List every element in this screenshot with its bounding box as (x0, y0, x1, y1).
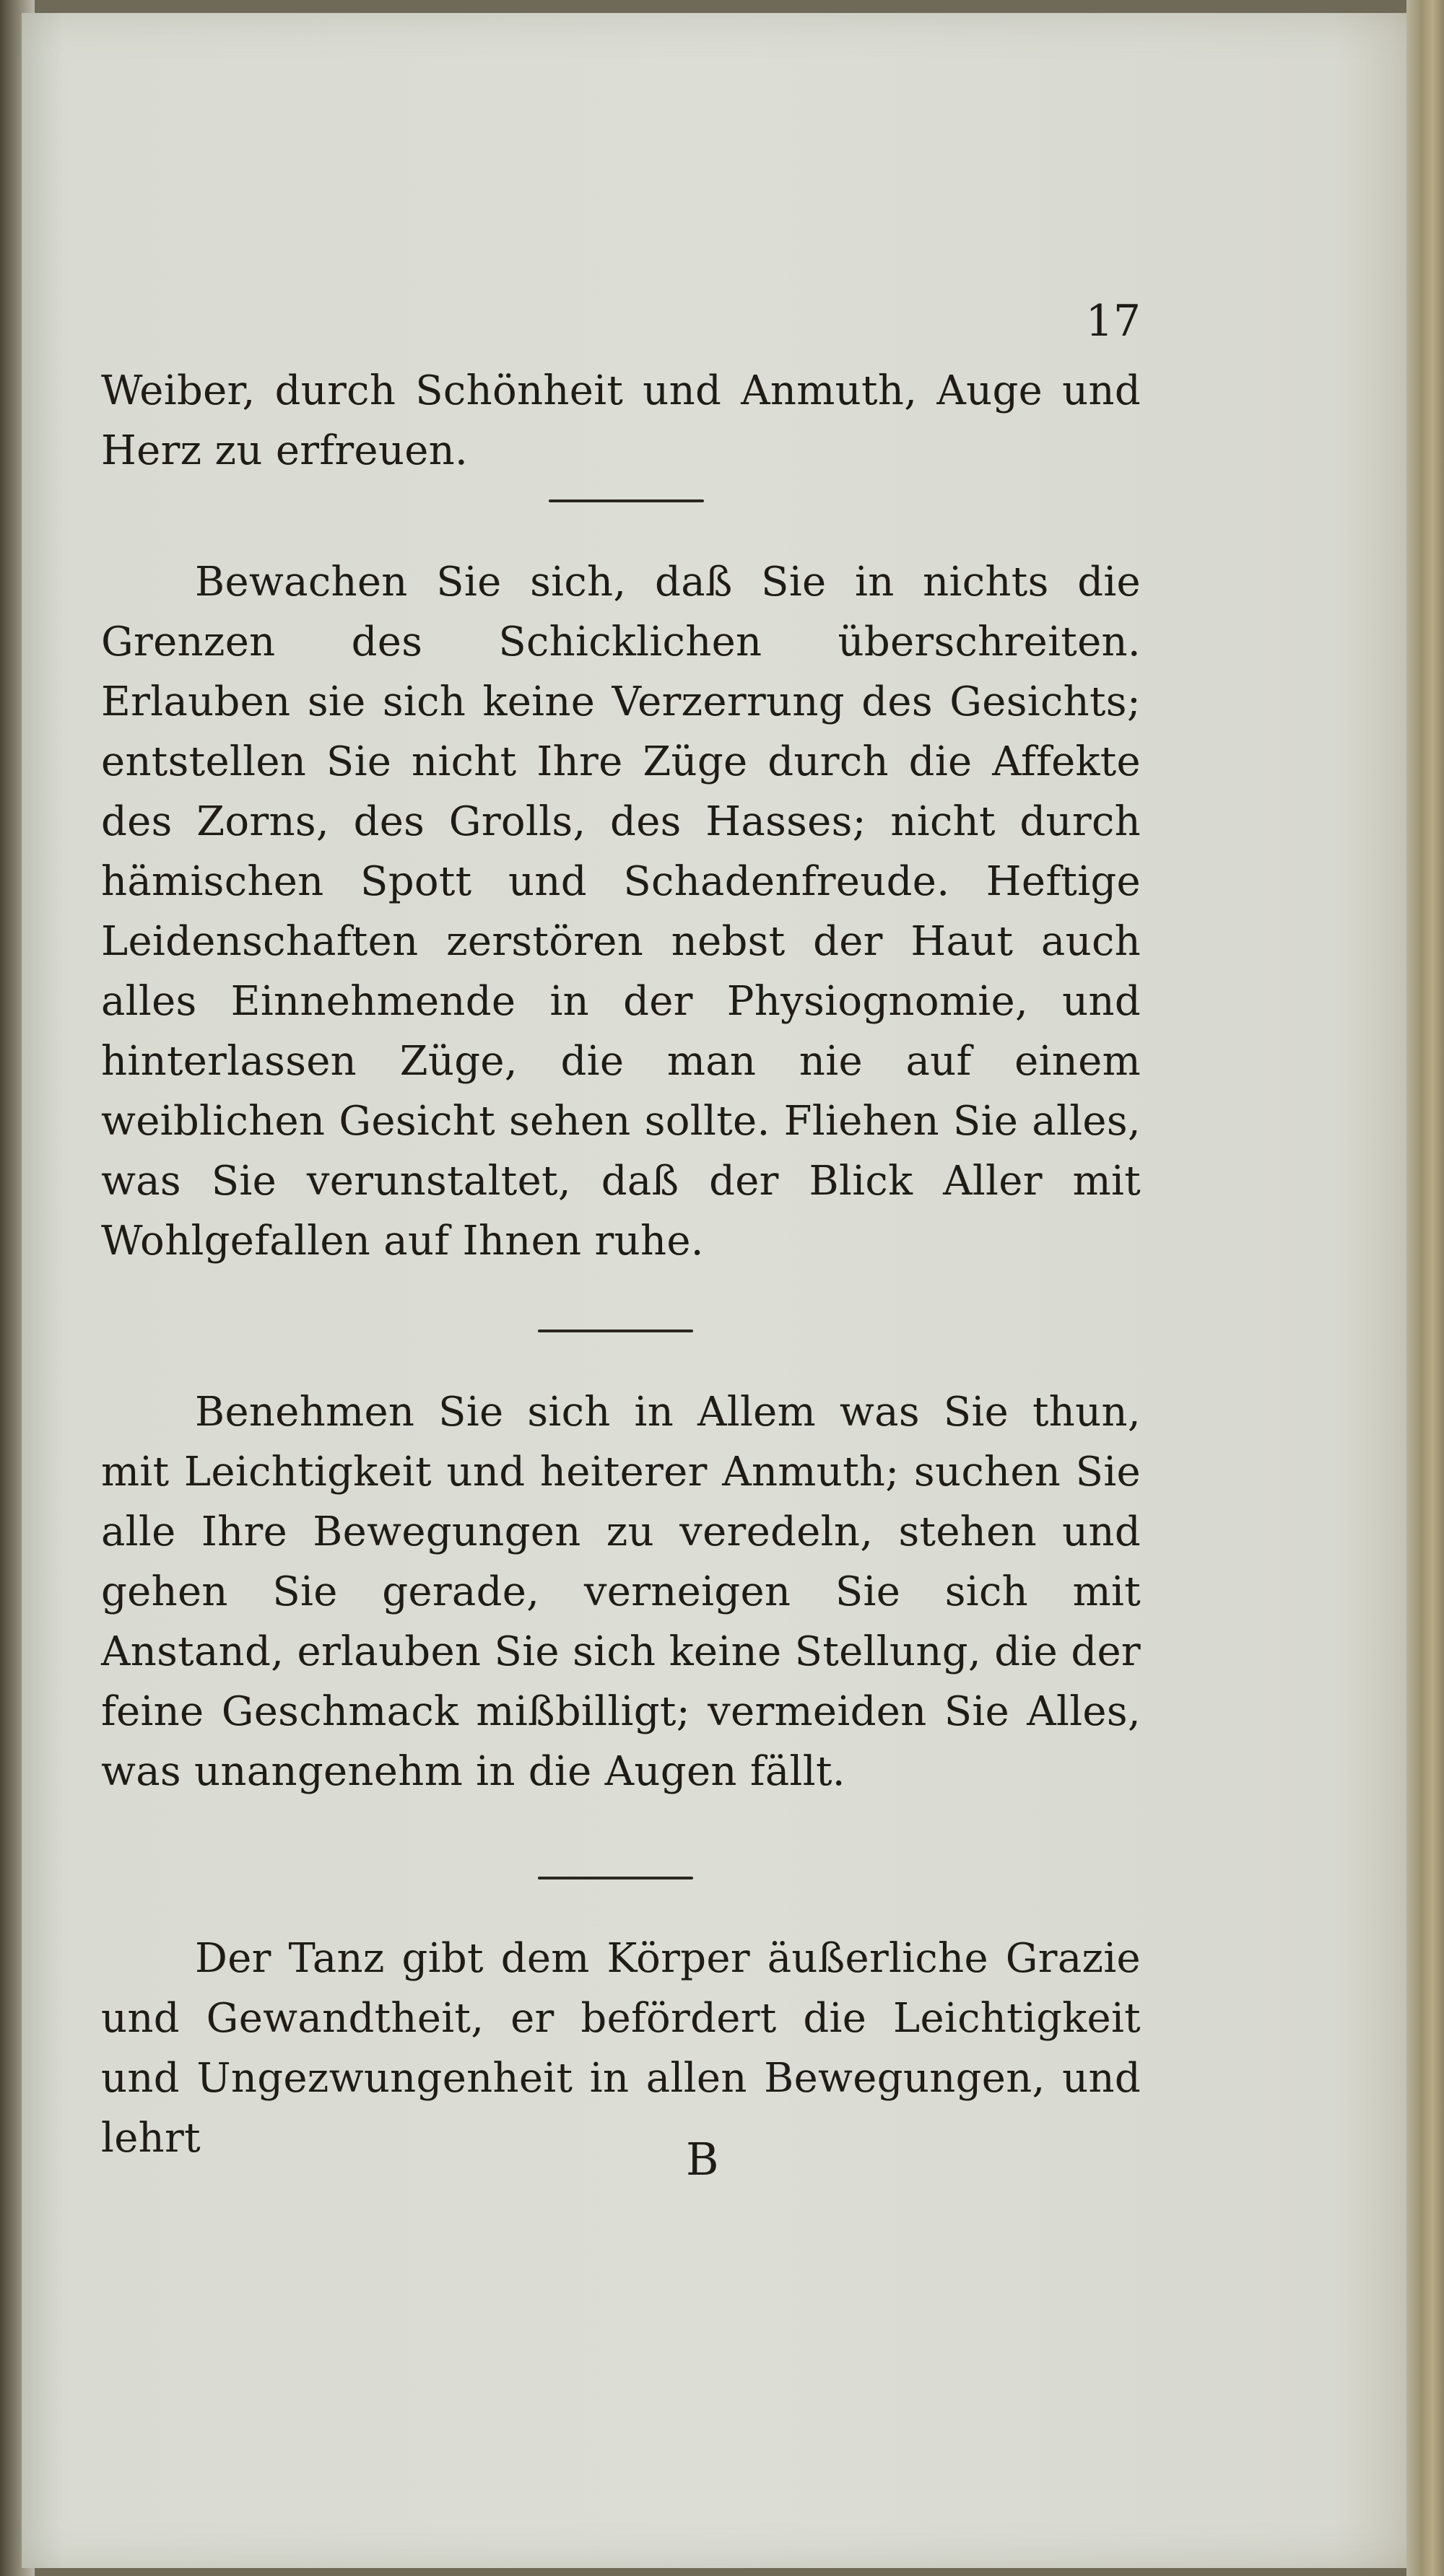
paragraph-4 (101, 1929, 1141, 2168)
paragraph-text: Bewachen Sie sich, daß Sie in nichts die Grenzen des Schicklichen überschreiten. Erlauben sie sich keine Verzerrung des Gesichts; entstellen Sie nicht Ihre Züge durch die Affekte des Zorns, des Grolls, des Hasses; nicht durch hämischen Spott und Schadenfreude. Heftige Leidenschaften zerstören nebst der Haut auch alles Einnehmende in der Physiognomie, und hinterlassen Züge, die man nie auf einem weiblichen Gesicht sehen sollte. Fliehen Sie alles, was Sie verunstaltet, daß der Blick Aller mit Wohlgefallen auf Ihnen ruhe. (101, 559, 1141, 1265)
paragraph-1 (101, 361, 1141, 481)
page-edge (1406, 0, 1444, 2576)
paragraph-text: Benehmen Sie sich in Allem was Sie thun, mit Leichtigkeit und heiterer Anmuth; suchen Sie alle Ihre Bewegungen zu veredeln, stehen und gehen Sie gerade, verneigen Sie sich mit Anstand, erlauben Sie sich keine Stellung, die der feine Geschmack mißbilligt; vermeiden Sie Alles, was unangenehm in die Augen fällt. (101, 1389, 1141, 1795)
section-divider (538, 1330, 693, 1332)
paragraph-2 (101, 552, 1141, 1271)
paragraph-text: Weiber, durch Schönheit und Anmuth, Auge und Herz zu erfreuen. (101, 367, 1141, 474)
section-divider (538, 1877, 693, 1879)
paragraph-text: Der Tanz gibt dem Körper äußerliche Grazie und Gewandtheit, er befördert die Leichtigkeit und Ungezwungenheit in allen Bewegungen, und lehrt (101, 1935, 1141, 2162)
paragraph-3 (101, 1382, 1141, 1802)
page-number: 17 (1085, 296, 1141, 346)
signature-mark: B (686, 2133, 719, 2186)
section-divider (549, 499, 704, 502)
